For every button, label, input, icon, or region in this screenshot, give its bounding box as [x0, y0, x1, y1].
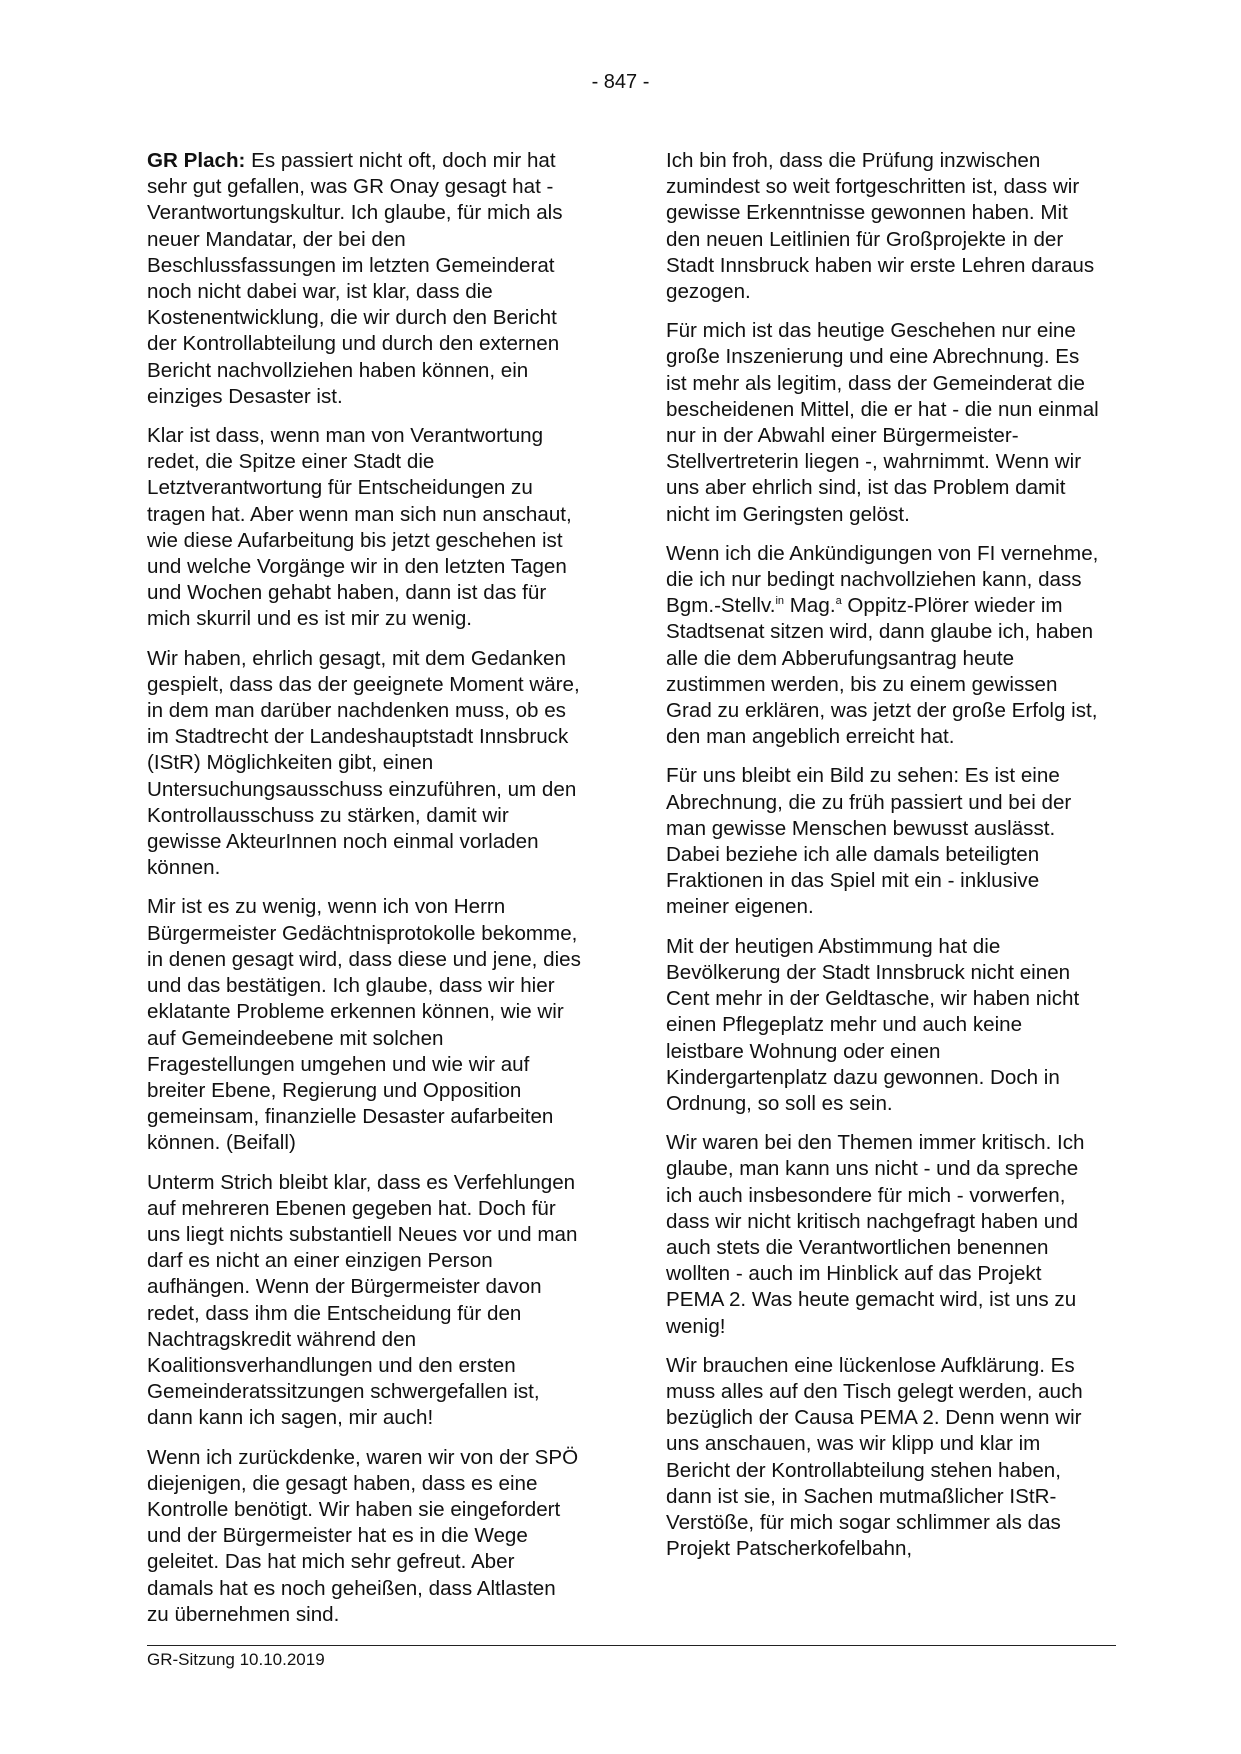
- paragraph: Mir ist es zu wenig, wenn ich von Herrn Bürgermeister Gedächtnisprotokolle bekomme, in denen gesagt wird, dass diese und jene, dies und das bestätigen. Ich glaube, dass wir hier eklatante Probleme erkennen können, wie wir auf Gemeindeebene mit solchen Fragestellungen umgehen und wie wir auf breiter Ebene, Regierung und Opposition gemeinsam, finanzielle Desaster aufarbeiten können. (Beifall): [147, 895, 581, 1155]
- speaker-name: GR Plach:: [147, 149, 246, 172]
- paragraph: Ich bin froh, dass die Prüfung inzwischen zumindest so weit fortgeschritten ist, dass wir gewisse Erkenntnisse gewonnen haben. Mit den neuen Leitlinien für Großprojekte in der Stadt Innsbruck haben wir erste Lehren daraus gezogen.: [666, 149, 1095, 304]
- paragraph: Wenn ich zurückdenke, waren wir von der SPÖ diejenigen, die gesagt haben, dass es eine Kontrolle benötigt. Wir haben sie eingefordert und der Bürgermeister hat es in die Wege geleitet. Das hat mich sehr gefreut. Aber damals hat es noch geheißen, dass Altlasten zu übernehmen sind.: [147, 1445, 579, 1626]
- paragraph-text: Mag.: [784, 594, 836, 618]
- paragraph: [666, 541, 1102, 751]
- right-column: [666, 148, 1102, 1575]
- paragraph: Für uns bleibt ein Bild zu sehen: Es ist eine Abrechnung, die zu früh passiert und bei der man gewisse Menschen bewusst auslässt. Dabei beziehe ich alle damals beteiligten Fraktionen in das Spiel mit ein - inklusive meiner eigenen.: [666, 764, 1072, 919]
- footer-text: GR-Sitzung 10.10.2019: [147, 1650, 325, 1669]
- paragraph-text: Es passiert nicht oft, doch mir hat sehr gut gefallen, was GR Onay gesagt hat - Verantwortungskultur. Ich glaube, für mich als neuer Mandatar, der bei den Beschlussfassungen im letzten Gemeinderat noch nicht dabei war, ist klar, dass die Kostenentwicklung, die wir durch den Bericht der Kontrollabteilung und durch den externen Bericht nachvollziehen haben können, ein einziges Desaster ist.: [147, 149, 563, 408]
- paragraph-text: Oppitz-Plörer wieder im Stadtsenat sitzen wird, dann glaube ich, haben alle die dem Abberufungsantrag heute zustimmen werden, bis zu einem gewissen Grad zu erklären, was jetzt der große Erfolg ist, den man angeblich erreicht hat.: [666, 594, 1098, 749]
- page-number: - 847 -: [591, 71, 650, 93]
- superscript: a: [835, 595, 842, 608]
- paragraph: [147, 148, 583, 410]
- paragraph: Klar ist dass, wenn man von Verantwortung redet, die Spitze einer Stadt die Letztverantwortung für Entscheidungen zu tragen hat. Aber wenn man sich nun anschaut, wie diese Aufarbeitung bis jetzt geschehen ist und welche Vorgänge wir in den letzten Tagen und Wochen gehabt haben, dann ist das für mich skurril und es ist mir zu wenig.: [147, 424, 572, 631]
- paragraph: Unterm Strich bleibt klar, dass es Verfehlungen auf mehreren Ebenen gegeben hat. Doch für uns liegt nichts substantiell Neues vor und man darf es nicht an einer einzigen Person aufhängen. Wenn der Bürgermeister davon redet, dass ihm die Entscheidung für den Nachtragskredit während den Koalitionsverhandlungen und den ersten Gemeinderatssitzungen schwergefallen ist, dann kann ich sagen, mir auch!: [147, 1170, 578, 1430]
- paragraph: Wir haben, ehrlich gesagt, mit dem Gedanken gespielt, dass das der geeignete Moment wäre, in dem man darüber nachdenken muss, ob es im Stadtrecht der Landeshauptstadt Innsbruck (IStR) Möglichkeiten gibt, einen Untersuchungsausschuss einzuführen, um den Kontrollausschuss zu stärken, damit wir gewisse AkteurInnen noch einmal vorladen können.: [147, 646, 580, 880]
- footer-divider: [147, 1645, 1116, 1646]
- paragraph: Wir waren bei den Themen immer kritisch. Ich glaube, man kann uns nicht - und da spreche ich auch insbesondere für mich - vorwerfen, dass wir nicht kritisch nachgefragt haben und auch stets die Verantwortlichen benennen wollten - auch im Hinblick auf das Projekt PEMA 2. Was heute gemacht wird, ist uns zu wenig!: [666, 1131, 1085, 1338]
- paragraph-text: Wenn ich die Ankündigungen von FI vernehme, die ich nur bedingt nachvollziehen kann, dass Bgm.-Stellv.: [666, 541, 1099, 618]
- paragraph: Wir brauchen eine lückenlose Aufklärung. Es muss alles auf den Tisch gelegt werden, auch bezüglich der Causa PEMA 2. Denn wenn wir uns anschauen, was wir klipp und klar im Bericht der Kontrollabteilung stehen haben, dann ist sie, in Sachen mutmaßlicher IStR-Verstöße, für mich sogar schlimmer als das Projekt Patscherkofelbahn,: [666, 1353, 1083, 1561]
- left-column: [147, 148, 583, 1641]
- superscript: in: [775, 595, 785, 608]
- paragraph: Mit der heutigen Abstimmung hat die Bevölkerung der Stadt Innsbruck nicht einen Cent mehr in der Geldtasche, wir haben nicht einen Pflegeplatz mehr und auch keine leistbare Wohnung oder einen Kindergartenplatz dazu gewonnen. Doch in Ordnung, so soll es sein.: [666, 934, 1080, 1115]
- paragraph: Für mich ist das heutige Geschehen nur eine große Inszenierung und eine Abrechnung. Es ist mehr als legitim, dass der Gemeinderat die bescheidenen Mittel, die er hat - die nun einmal nur in der Abwahl einer Bürgermeister-Stellvertreterin liegen -, wahrnimmt. Wenn wir uns aber ehrlich sind, ist das Problem damit nicht im Geringsten gelöst.: [666, 319, 1099, 526]
